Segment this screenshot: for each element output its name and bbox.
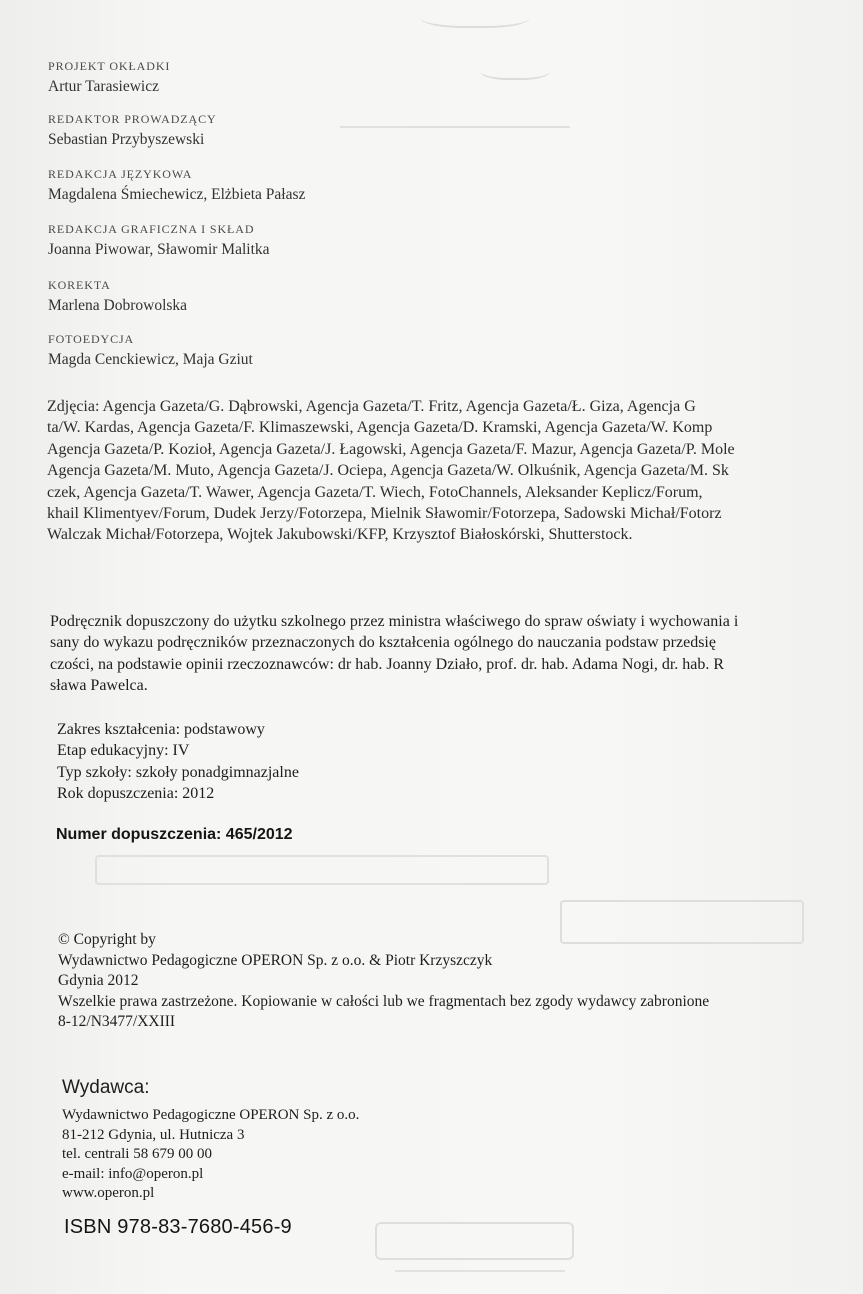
publisher-email: e-mail: info@operon.pl bbox=[62, 1165, 204, 1182]
approval-year: Rok dopuszczenia: 2012 bbox=[57, 785, 215, 803]
credit-graphic-editing bbox=[48, 223, 270, 258]
credit-language-editing bbox=[48, 168, 305, 203]
credit-proofreading bbox=[48, 279, 187, 314]
copyright-line: © Copyright by bbox=[58, 931, 156, 948]
show-through-shape-6 bbox=[375, 1222, 574, 1260]
rights-notice: Wszelkie prawa zastrzeżone. Kopiowanie w całości lub we fragmentach bez zgody wydawcy zabronione bbox=[58, 992, 710, 1010]
show-through-shape-3 bbox=[340, 112, 570, 128]
publisher-website: www.operon.pl bbox=[62, 1185, 155, 1201]
credit-label: PROJEKT OKŁADKI bbox=[48, 59, 171, 73]
show-through-shape-4 bbox=[95, 855, 549, 885]
education-details bbox=[57, 719, 299, 805]
show-through-shape-7 bbox=[395, 1262, 565, 1272]
catalog-code: 8-12/N3477/XXIII bbox=[58, 1013, 176, 1030]
photo-credits-line: Walczak Michał/Fotorzepa, Wojtek Jakubowski/KFP, Krzysztof Białoskórski, Shutterstock. bbox=[47, 526, 633, 544]
publisher-address: 81-212 Gdynia, ul. Hutnicza 3 bbox=[62, 1126, 245, 1143]
approval-line: sany do wykazu podręczników przeznaczonych do kształcenia ogólnego do nauczania podstaw przedsię bbox=[50, 634, 716, 652]
credit-value: Marlena Dobrowolska bbox=[48, 297, 188, 314]
photo-credits-line: Zdjęcia: Agencja Gazeta/G. Dąbrowski, Agencja Gazeta/T. Fritz, Agencja Gazeta/Ł. Giza, Agencja G bbox=[47, 398, 696, 415]
credit-label: REDAKCJA GRAFICZNA I SKŁAD bbox=[48, 222, 255, 236]
credit-value: Magda Cenckiewicz, Maja Gziut bbox=[48, 351, 253, 368]
publisher-phone: tel. centrali 58 679 00 00 bbox=[62, 1146, 212, 1162]
isbn: ISBN 978-83-7680-456-9 bbox=[64, 1216, 292, 1238]
copyright-block bbox=[58, 930, 709, 1033]
copyright-holder: Wydawnictwo Pedagogiczne OPERON Sp. z o.o. & Piotr Krzyszczyk bbox=[58, 951, 493, 969]
credit-lead-editor bbox=[48, 113, 217, 148]
copyright-place-year: Gdynia 2012 bbox=[58, 972, 139, 989]
credit-value: Joanna Piwowar, Sławomir Malitka bbox=[48, 241, 270, 258]
credit-label: REDAKCJA JĘZYKOWA bbox=[48, 167, 193, 181]
credit-value: Magdalena Śmiechewicz, Elżbieta Pałasz bbox=[48, 186, 306, 203]
show-through-shape-1 bbox=[420, 2, 530, 28]
approval-statement bbox=[50, 611, 738, 697]
education-scope: Zakres kształcenia: podstawowy bbox=[57, 721, 265, 738]
photo-credits-line: Agencja Gazeta/P. Kozioł, Agencja Gazeta/J. Łagowski, Agencja Gazeta/F. Mazur, Agencja Gazeta/P. Mole bbox=[47, 440, 735, 458]
publisher-block bbox=[62, 1077, 359, 1204]
credit-label: KOREKTA bbox=[48, 278, 111, 292]
photo-credits-line: Agencja Gazeta/M. Muto, Agencja Gazeta/J. Ociepa, Agencja Gazeta/W. Olkuśnik, Agencja Gazeta/M. Sk bbox=[47, 462, 729, 480]
credit-cover-design bbox=[48, 60, 170, 95]
publisher-name: Wydawnictwo Pedagogiczne OPERON Sp. z o.o. bbox=[62, 1107, 360, 1123]
credit-value: Sebastian Przybyszewski bbox=[48, 131, 205, 148]
school-type: Typ szkoły: szkoły ponadgimnazjalne bbox=[57, 763, 299, 781]
education-stage: Etap edukacyjny: IV bbox=[57, 742, 190, 760]
credit-label: FOTOEDYCJA bbox=[48, 332, 135, 346]
approval-line: czości, na podstawie opinii rzeczoznawców: dr hab. Joanny Działo, prof. dr. hab. Adama Nogi, dr. hab. R bbox=[50, 655, 725, 673]
photo-credits-line: khail Klimentyev/Forum, Dudek Jerzy/Fotorzepa, Mielnik Sławomir/Fotorzepa, Sadowski Michał/Fotorz bbox=[47, 505, 722, 523]
approval-number: Numer dopuszczenia: 465/2012 bbox=[56, 826, 293, 843]
approval-line: sława Pawelca. bbox=[50, 677, 148, 695]
show-through-shape-2 bbox=[480, 58, 550, 80]
photo-credits bbox=[47, 396, 863, 546]
photo-credits-line: ta/W. Kardas, Agencja Gazeta/F. Klimaszewski, Agencja Gazeta/D. Kramski, Agencja Gazeta/W. Komp bbox=[47, 419, 713, 437]
credit-photo-editing bbox=[48, 333, 253, 368]
approval-line: Podręcznik dopuszczony do użytku szkolnego przez ministra właściwego do spraw oświaty i wychowania i bbox=[50, 613, 739, 630]
photo-credits-line: czek, Agencja Gazeta/T. Wawer, Agencja Gazeta/T. Wiech, FotoChannels, Aleksander Keplicz/Forum, bbox=[47, 483, 703, 501]
publisher-heading: Wydawca: bbox=[62, 1077, 150, 1098]
credit-label: REDAKTOR PROWADZĄCY bbox=[48, 112, 217, 126]
credit-value: Artur Tarasiewicz bbox=[48, 78, 159, 95]
